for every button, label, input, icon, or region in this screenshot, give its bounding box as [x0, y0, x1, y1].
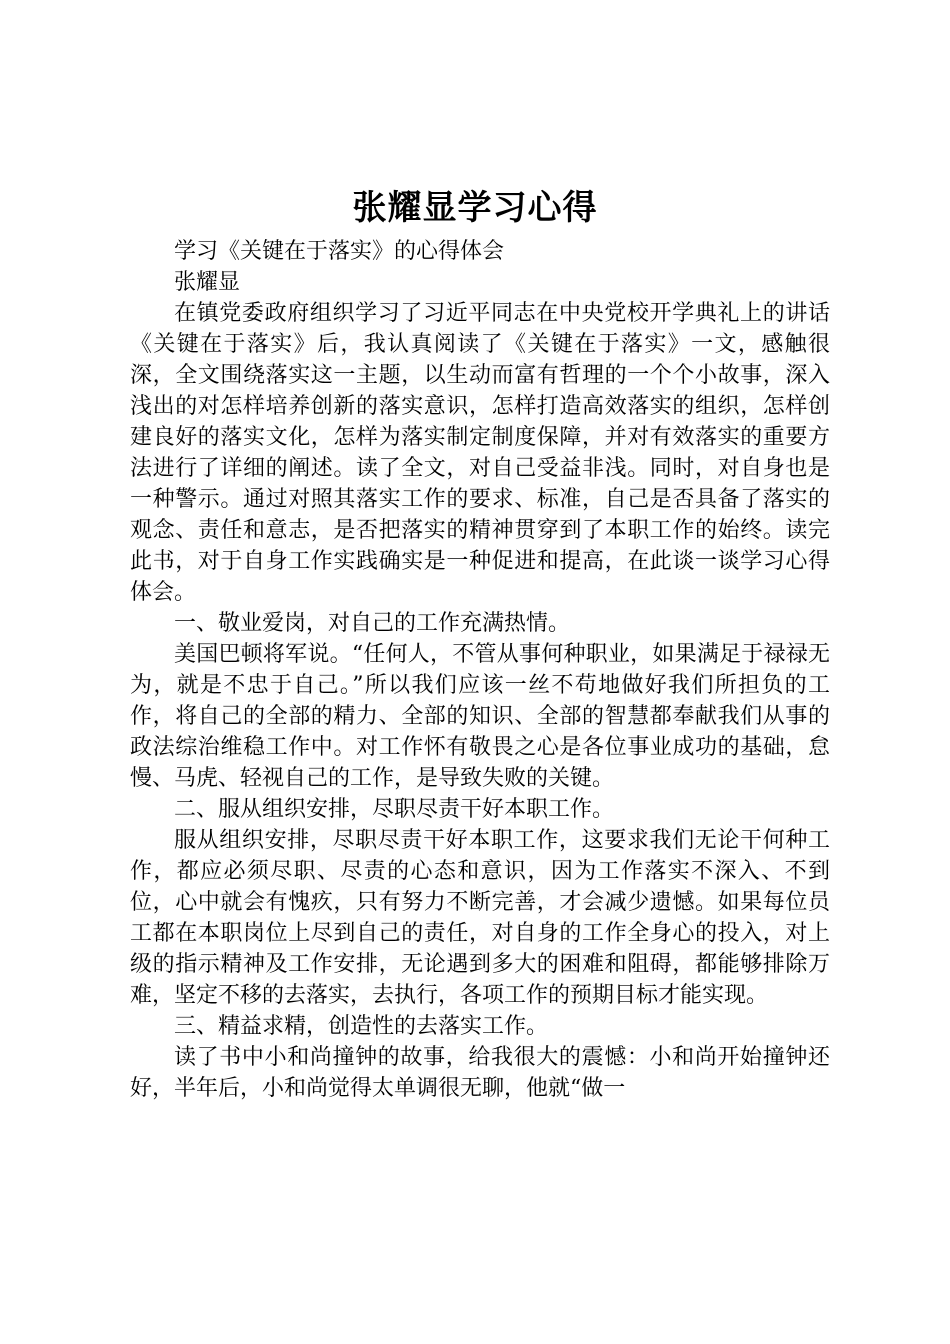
section-heading: 二、服从组织安排，尽职尽责干好本职工作。	[174, 797, 615, 822]
subtitle-paragraph: 学习《关键在于落实》的心得体会	[174, 239, 505, 264]
body-paragraph: 读了书中小和尚撞钟的故事，给我很大的震憾：小和尚开始撞钟还好，半年后，小和尚觉得太单调很无聊，他就“做一	[130, 1045, 830, 1101]
body-paragraph: 在镇党委政府组织学习了习近平同志在中央党校开学典礼上的讲话《关键在于落实》后，我认真阅读了《关键在于落实》一文，感触很深，全文围绕落实这一主题，以生动而富有哲理的一个个小故事，深入浅出的对怎样培养创新的落实意识，怎样打造高效落实的组织，怎样创建良好的落实文化，怎样为落实制定制度保障，并对有效落实的重要方法进行了详细的阐述。读了全文，对自己受益非浅。同时，对自身也是一种警示。通过对照其落实工作的要求、标准，自己是否具备了落实的观念、责任和意志，是否把落实的精神贯穿到了本职工作的始终。读完此书，对于自身工作实践确实是一种促进和提高，在此谈一谈学习心得体会。	[130, 301, 830, 605]
section-heading: 一、敬业爱岗，对自己的工作充满热情。	[174, 611, 571, 636]
document-title: 张耀显学习心得	[352, 188, 598, 228]
section-heading: 三、精益求精，创造性的去落实工作。	[174, 1014, 549, 1039]
body-paragraph: 美国巴顿将军说。“任何人，不管从事何种职业，如果满足于禄禄无为，就是不忠于自己。”所以我们应该一丝不苟地做好我们所担负的工作，将自己的全部的精力、全部的知识、全部的智慧都奉献我们从事的政法综治维稳工作中。对工作怀有敬畏之心是各位事业成功的基础，怠慢、马虎、轻视自己的工作，是导致失败的关键。	[130, 642, 830, 791]
body-paragraph: 服从组织安排，尽职尽责干好本职工作，这要求我们无论干何种工作，都应必须尽职、尽责的心态和意识，因为工作落实不深入、不到位，心中就会有愧疚，只有努力不断完善，才会减少遗憾。如果每位员工都在本职岗位上尽到自己的责任，对自身的工作全身心的投入，对上级的指示精神及工作安排，无论遇到多大的困难和阻碍，都能够排除万难，坚定不移的去落实，去执行，各项工作的预期目标才能实现。	[130, 828, 830, 1008]
document-body	[130, 236, 830, 1104]
author-paragraph: 张耀显	[174, 270, 241, 295]
